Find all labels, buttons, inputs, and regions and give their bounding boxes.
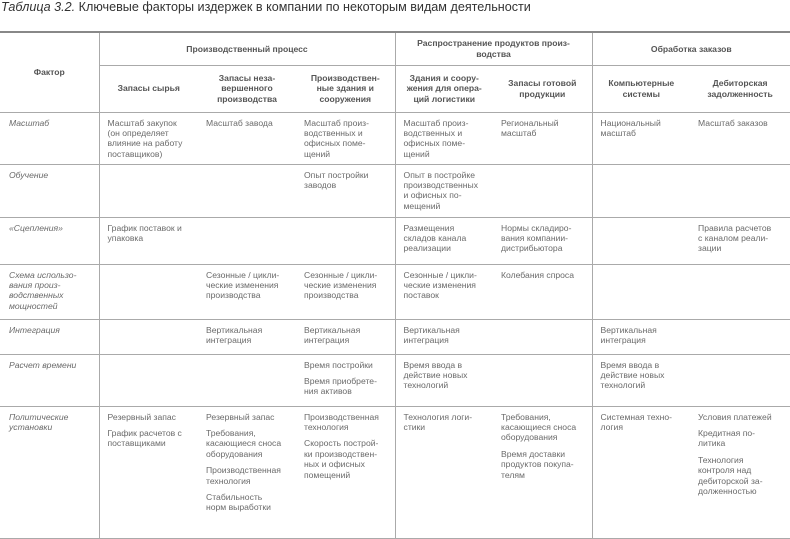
header-col: Производствен- ные здания и сооружения [310, 72, 380, 104]
table-cell [395, 406, 493, 538]
factor-cell: Интеграция [9, 324, 60, 335]
cell-paragraph: Масштаб закупок (он определяет влияние на работу поставщиков) [107, 117, 183, 159]
factor-cell: «Сцепления» [9, 222, 63, 233]
factor-cell: Обучение [9, 169, 49, 180]
table-cell [395, 112, 493, 164]
table-cell [493, 164, 592, 217]
table-cell [592, 406, 690, 538]
cell-paragraph: Время ввода в действие новых технологий [600, 359, 665, 391]
factor-cell: Масштаб [9, 117, 50, 128]
table-cell [592, 264, 690, 319]
table-cell [690, 164, 790, 217]
cell-paragraph: Сезонные / цикли- ческие изменения производства [304, 269, 378, 301]
cell-paragraph: Технология контроля над дебиторской за- долженностью [698, 454, 763, 496]
cell-paragraph: Вертикальная интеграция [206, 324, 263, 345]
table-cell [690, 112, 790, 164]
table-cell [493, 217, 592, 264]
cell-paragraph: Опыт в постройке производственных и офисных по- мещений [403, 169, 478, 211]
cell-paragraph: Условия платежей [698, 411, 772, 422]
table-cell [493, 264, 592, 319]
table-cell [99, 217, 198, 264]
cell-paragraph: Вертикальная интеграция [600, 324, 657, 345]
table-cell [296, 164, 395, 217]
table-cell [198, 112, 296, 164]
table-cell [296, 217, 395, 264]
cell-paragraph: Время приобрете- ния активов [304, 375, 377, 397]
cell-paragraph: Кредитная по- литика [698, 427, 756, 449]
table-cell [99, 112, 198, 164]
cell-paragraph: Стабильность норм выработки [206, 491, 271, 513]
cell-paragraph: Масштаб произ- водственных и офисных поме- щений [304, 117, 369, 159]
table-body [0, 112, 790, 538]
header-factor: Фактор [33, 67, 65, 78]
cell-paragraph: Скорость построй- ки производствен- ных и офисных помещений [304, 438, 379, 480]
table-cell [198, 164, 296, 217]
table-cell [198, 264, 296, 319]
cell-paragraph: Региональный масштаб [501, 117, 559, 138]
cell-paragraph: Требования, касающиеся сноса оборудования [501, 411, 577, 443]
header-col: Запасы готовой продукции [508, 78, 577, 99]
table-cell [592, 319, 690, 354]
cell-paragraph: Размещения складов канала реализации [403, 222, 467, 254]
cell-paragraph: Сезонные / цикли- ческие изменения производства [206, 269, 280, 301]
table-cell [493, 112, 592, 164]
table-cell [690, 217, 790, 264]
table-row [0, 406, 790, 538]
cell-paragraph: Масштаб заказов [698, 117, 768, 128]
cell-paragraph: Нормы складиро- вания компании- дистрибьютора [501, 222, 572, 254]
cell-paragraph: Производственная технология [304, 411, 379, 432]
table-cell [99, 164, 198, 217]
cell-paragraph: Требования, касающиеся сноса оборудования [206, 427, 282, 459]
table-cell [198, 406, 296, 538]
cost-factors-table [0, 31, 790, 539]
header-col: Компьютерные системы [592, 65, 690, 112]
cell-paragraph: Масштаб произ- водственных и офисных поме- щений [403, 117, 469, 159]
table-cell [493, 319, 592, 354]
table-cell [592, 354, 690, 406]
cell-paragraph: Резервный запас [107, 411, 176, 422]
cell-paragraph: Правила расчетов с каналом реали- зации [698, 222, 772, 254]
table-cell [592, 164, 690, 217]
header-col: Запасы сырья [99, 65, 198, 112]
table-cell [296, 112, 395, 164]
cell-paragraph: Резервный запас [206, 411, 275, 422]
table-cell [395, 217, 493, 264]
table-cell [99, 406, 198, 538]
table-row [0, 112, 790, 164]
table-row [0, 319, 790, 354]
header-col: Здания и соору- жения для опера- ций логистики [395, 65, 493, 112]
table-cell [690, 406, 790, 538]
table-cell [592, 217, 690, 264]
cell-paragraph: Масштаб завода [206, 117, 273, 128]
header-group-production: Производственный процесс [99, 32, 395, 65]
table-cell [592, 112, 690, 164]
table-cell [690, 319, 790, 354]
table-row [0, 354, 790, 406]
table-cell [99, 264, 198, 319]
cell-paragraph: Системная техно- логия [600, 411, 673, 432]
cell-paragraph: Вертикальная интеграция [304, 324, 361, 345]
header-group-distribution: Распространение продуктов произ- водства [395, 32, 592, 65]
table-cell [296, 354, 395, 406]
table-cell [493, 406, 592, 538]
cell-paragraph: Производственная технология [206, 465, 281, 486]
cell-paragraph: График поставок и упаковка [107, 222, 182, 243]
cell-paragraph: Вертикальная интеграция [403, 324, 460, 345]
table-cell [395, 319, 493, 354]
table-cell [296, 406, 395, 538]
table-cell [395, 264, 493, 319]
factor-cell: Политические установки [9, 411, 69, 432]
factor-cell: Расчет времени [9, 359, 77, 370]
header-col: Дебиторская задолженность [707, 78, 773, 99]
table-cell [296, 264, 395, 319]
table-cell [99, 354, 198, 406]
table-row [0, 264, 790, 319]
table-cell [493, 354, 592, 406]
table-cell [99, 319, 198, 354]
cell-paragraph: Технология логи- стики [403, 411, 473, 432]
header-group-orders: Обработка заказов [592, 32, 790, 65]
cell-paragraph: Время доставки продуктов покупа- телям [501, 448, 574, 480]
table-cell [690, 264, 790, 319]
table-row [0, 164, 790, 217]
table-cell [198, 217, 296, 264]
table-cell [395, 354, 493, 406]
header-col: Запасы неза- вершенного производства [217, 72, 277, 104]
cell-paragraph: Колебания спроса [501, 269, 574, 280]
table-cell [690, 354, 790, 406]
table-row [0, 217, 790, 264]
table-number: Таблица 3.2. [1, 0, 76, 14]
factor-cell: Схема использо- вания произ- водственных мощностей [9, 269, 77, 311]
table-title: Ключевые факторы издержек в компании по некоторым видам деятельности [75, 0, 531, 14]
cell-paragraph: Сезонные / цикли- ческие изменения поставок [403, 269, 477, 301]
cell-paragraph: Время ввода в действие новых технологий [403, 359, 468, 391]
table-cell [198, 319, 296, 354]
table-cell [198, 354, 296, 406]
table-cell [296, 319, 395, 354]
table-caption [1, 0, 531, 14]
cell-paragraph: График расчетов с поставщиками [107, 427, 182, 449]
table-cell [395, 164, 493, 217]
cell-paragraph: Время постройки [304, 359, 373, 370]
cell-paragraph: Национальный масштаб [600, 117, 661, 138]
cell-paragraph: Опыт постройки заводов [304, 169, 369, 190]
